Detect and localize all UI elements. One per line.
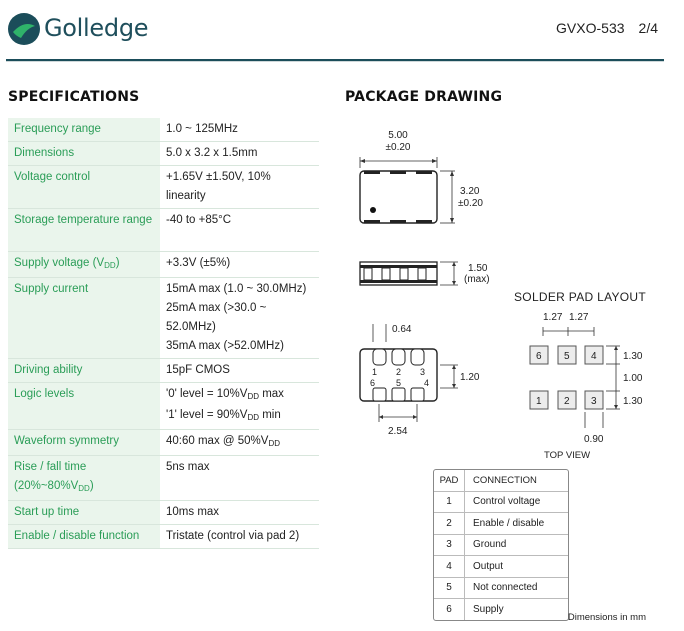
document-reference: [542, 20, 658, 36]
spec-value: [160, 359, 319, 382]
bottom-pin-1: 1: [372, 367, 378, 377]
spec-value-line: '1' level = $90\%V_{DD}$ min: [166, 409, 281, 422]
package-drawing-title: PACKAGE DRAWING: [345, 89, 503, 105]
spec-key: Rise / fall time $(20\%\sim 80\%V_{DD})$: [8, 456, 160, 500]
pin-connection: Enable / disable: [473, 517, 545, 529]
spec-value-line: 25mA max (>30.0 ~ 52.0MHz): [166, 302, 267, 333]
width-tolerance: ±0.20: [385, 142, 411, 153]
spec-value-line: 5.0 x 3.2 x 1.5mm: [166, 147, 258, 159]
bottom-pin-4: 4: [424, 378, 430, 388]
spec-value-line: 40:60 max @ $50\%V_{DD}$: [166, 435, 281, 448]
pad-2: 2: [564, 396, 570, 407]
spec-value: [160, 456, 319, 500]
brand-name: Golledge: [44, 14, 149, 42]
pad-pitch-b: 1.27: [569, 312, 589, 323]
width-label: 5.00: [388, 130, 408, 141]
pad-1: 1: [536, 396, 542, 407]
company-logo-mark: [7, 12, 41, 46]
pad-3: 3: [591, 396, 597, 407]
pad-6: 6: [536, 351, 542, 362]
solder-pad-layout: [514, 290, 646, 461]
pad-4: 4: [591, 351, 597, 362]
spec-value-line: [166, 477, 313, 496]
solder-pad-title: SOLDER PAD LAYOUT: [514, 290, 647, 304]
spec-key: Waveform symmetry: [8, 430, 160, 455]
spec-value: [160, 252, 319, 277]
spec-value-line: 5ns max: [166, 461, 210, 473]
doc-code: GVXO-533: [556, 20, 625, 36]
pin-connection: Supply: [473, 603, 504, 615]
spec-value: [160, 430, 319, 455]
spec-row: [8, 209, 319, 252]
spec-value-line: Tristate (control via pad 2): [166, 530, 300, 542]
dimensions-footnote: Dimensions in mm: [567, 612, 646, 623]
pad-5: 5: [564, 351, 570, 362]
spec-value-line: -40 to +85°C: [166, 214, 232, 226]
pad-height-bottom: 1.30: [623, 396, 643, 407]
thickness-note: (max): [464, 274, 490, 285]
spec-value: [160, 209, 319, 251]
height-tolerance: ±0.20: [458, 198, 483, 209]
bottom-pin-6: 6: [370, 378, 376, 388]
pin-connection: Control voltage: [473, 496, 541, 508]
spec-value: [160, 383, 319, 429]
spec-value: [160, 142, 319, 165]
pin-row: [434, 534, 568, 556]
spec-key: Logic levels: [8, 383, 160, 429]
pad-spacing-mid: 1.00: [623, 373, 643, 384]
spec-value-line: +3.3V (±5%): [166, 257, 231, 269]
spec-key: Supply voltage $(V_{DD})$: [8, 252, 160, 277]
spec-row: [8, 142, 319, 166]
pin-number: 3: [434, 535, 465, 556]
spec-key: Driving ability: [8, 359, 160, 382]
spec-key: Voltage control: [8, 166, 160, 208]
pad-width-label: 0.64: [392, 324, 412, 335]
bottom-pin-2: 2: [396, 367, 402, 377]
spec-value-line: +1.65V ±1.50V, 10% linearity: [166, 171, 271, 202]
pin-connection-table: [433, 469, 569, 621]
pin-row: [434, 491, 568, 513]
pin-number: 5: [434, 578, 465, 599]
spec-key: Frequency range: [8, 118, 160, 141]
spec-value-line: 10ms max: [166, 506, 220, 518]
spec-row: [8, 359, 319, 383]
pin-connection: Ground: [473, 539, 507, 551]
top-view-label: TOP VIEW: [544, 450, 591, 461]
spec-value: [160, 525, 319, 548]
specifications-title: SPECIFICATIONS: [8, 89, 140, 105]
spec-row: [8, 525, 319, 549]
spec-value: [160, 166, 319, 208]
spec-value-line: 15pF CMOS: [166, 364, 230, 376]
spec-row: [8, 166, 319, 209]
pad-width-dim: 0.90: [584, 434, 604, 445]
package-top-view: [360, 130, 483, 223]
bottom-pin-3: 3: [420, 367, 426, 377]
spec-row: [8, 383, 319, 430]
header-rule-shadow: [6, 61, 664, 62]
spec-key: Storage temperature range: [8, 209, 160, 251]
spec-key: Start up time: [8, 501, 160, 524]
spec-value: [160, 118, 319, 141]
pin-connection: Not connected: [473, 582, 538, 594]
spec-value-line: 35mA max (>52.0MHz): [166, 340, 284, 352]
spec-value: [160, 278, 319, 358]
spec-row: [8, 456, 319, 501]
spec-row: [8, 118, 319, 142]
spec-value-line: [166, 230, 313, 249]
page-number: 2/4: [638, 20, 658, 36]
pin-number: 2: [434, 513, 465, 534]
specifications-table: [8, 118, 319, 549]
pin-row: [434, 512, 568, 534]
pin-connection: Output: [473, 560, 504, 572]
pad-height-top: 1.30: [623, 351, 643, 362]
spec-row: [8, 430, 319, 456]
pad-gap-label: 1.20: [460, 372, 480, 383]
spec-key: Dimensions: [8, 142, 160, 165]
height-label: 3.20: [460, 186, 480, 197]
pitch-label: 2.54: [388, 426, 408, 437]
package-drawing: [340, 120, 670, 470]
bottom-pin-5: 5: [396, 378, 402, 388]
spec-value-line: '0' level = $10\%V_{DD}$ max: [166, 388, 284, 401]
package-bottom-view: [360, 324, 480, 437]
pin-number: 6: [434, 599, 465, 620]
package-side-view: [360, 262, 490, 285]
thickness-label: 1.50: [468, 263, 488, 274]
spec-key: Enable / disable function: [8, 525, 160, 548]
spec-value: [160, 501, 319, 524]
col-connection-header: CONNECTION: [473, 474, 537, 486]
spec-row: [8, 278, 319, 359]
pin-number: 4: [434, 556, 465, 577]
spec-row: [8, 252, 319, 278]
spec-row: [8, 501, 319, 525]
pin-row: [434, 598, 568, 620]
spec-value-line: 1.0 ~ 125MHz: [166, 123, 238, 135]
pin-number: 1: [434, 492, 465, 513]
col-pad-header: PAD: [434, 470, 465, 491]
pin-row: [434, 577, 568, 599]
spec-key: Supply current: [8, 278, 160, 358]
pin-table-header: [434, 470, 568, 491]
pin-row: [434, 555, 568, 577]
pad-pitch-a: 1.27: [543, 312, 563, 323]
spec-value-line: 15mA max (1.0 ~ 30.0MHz): [166, 283, 307, 295]
